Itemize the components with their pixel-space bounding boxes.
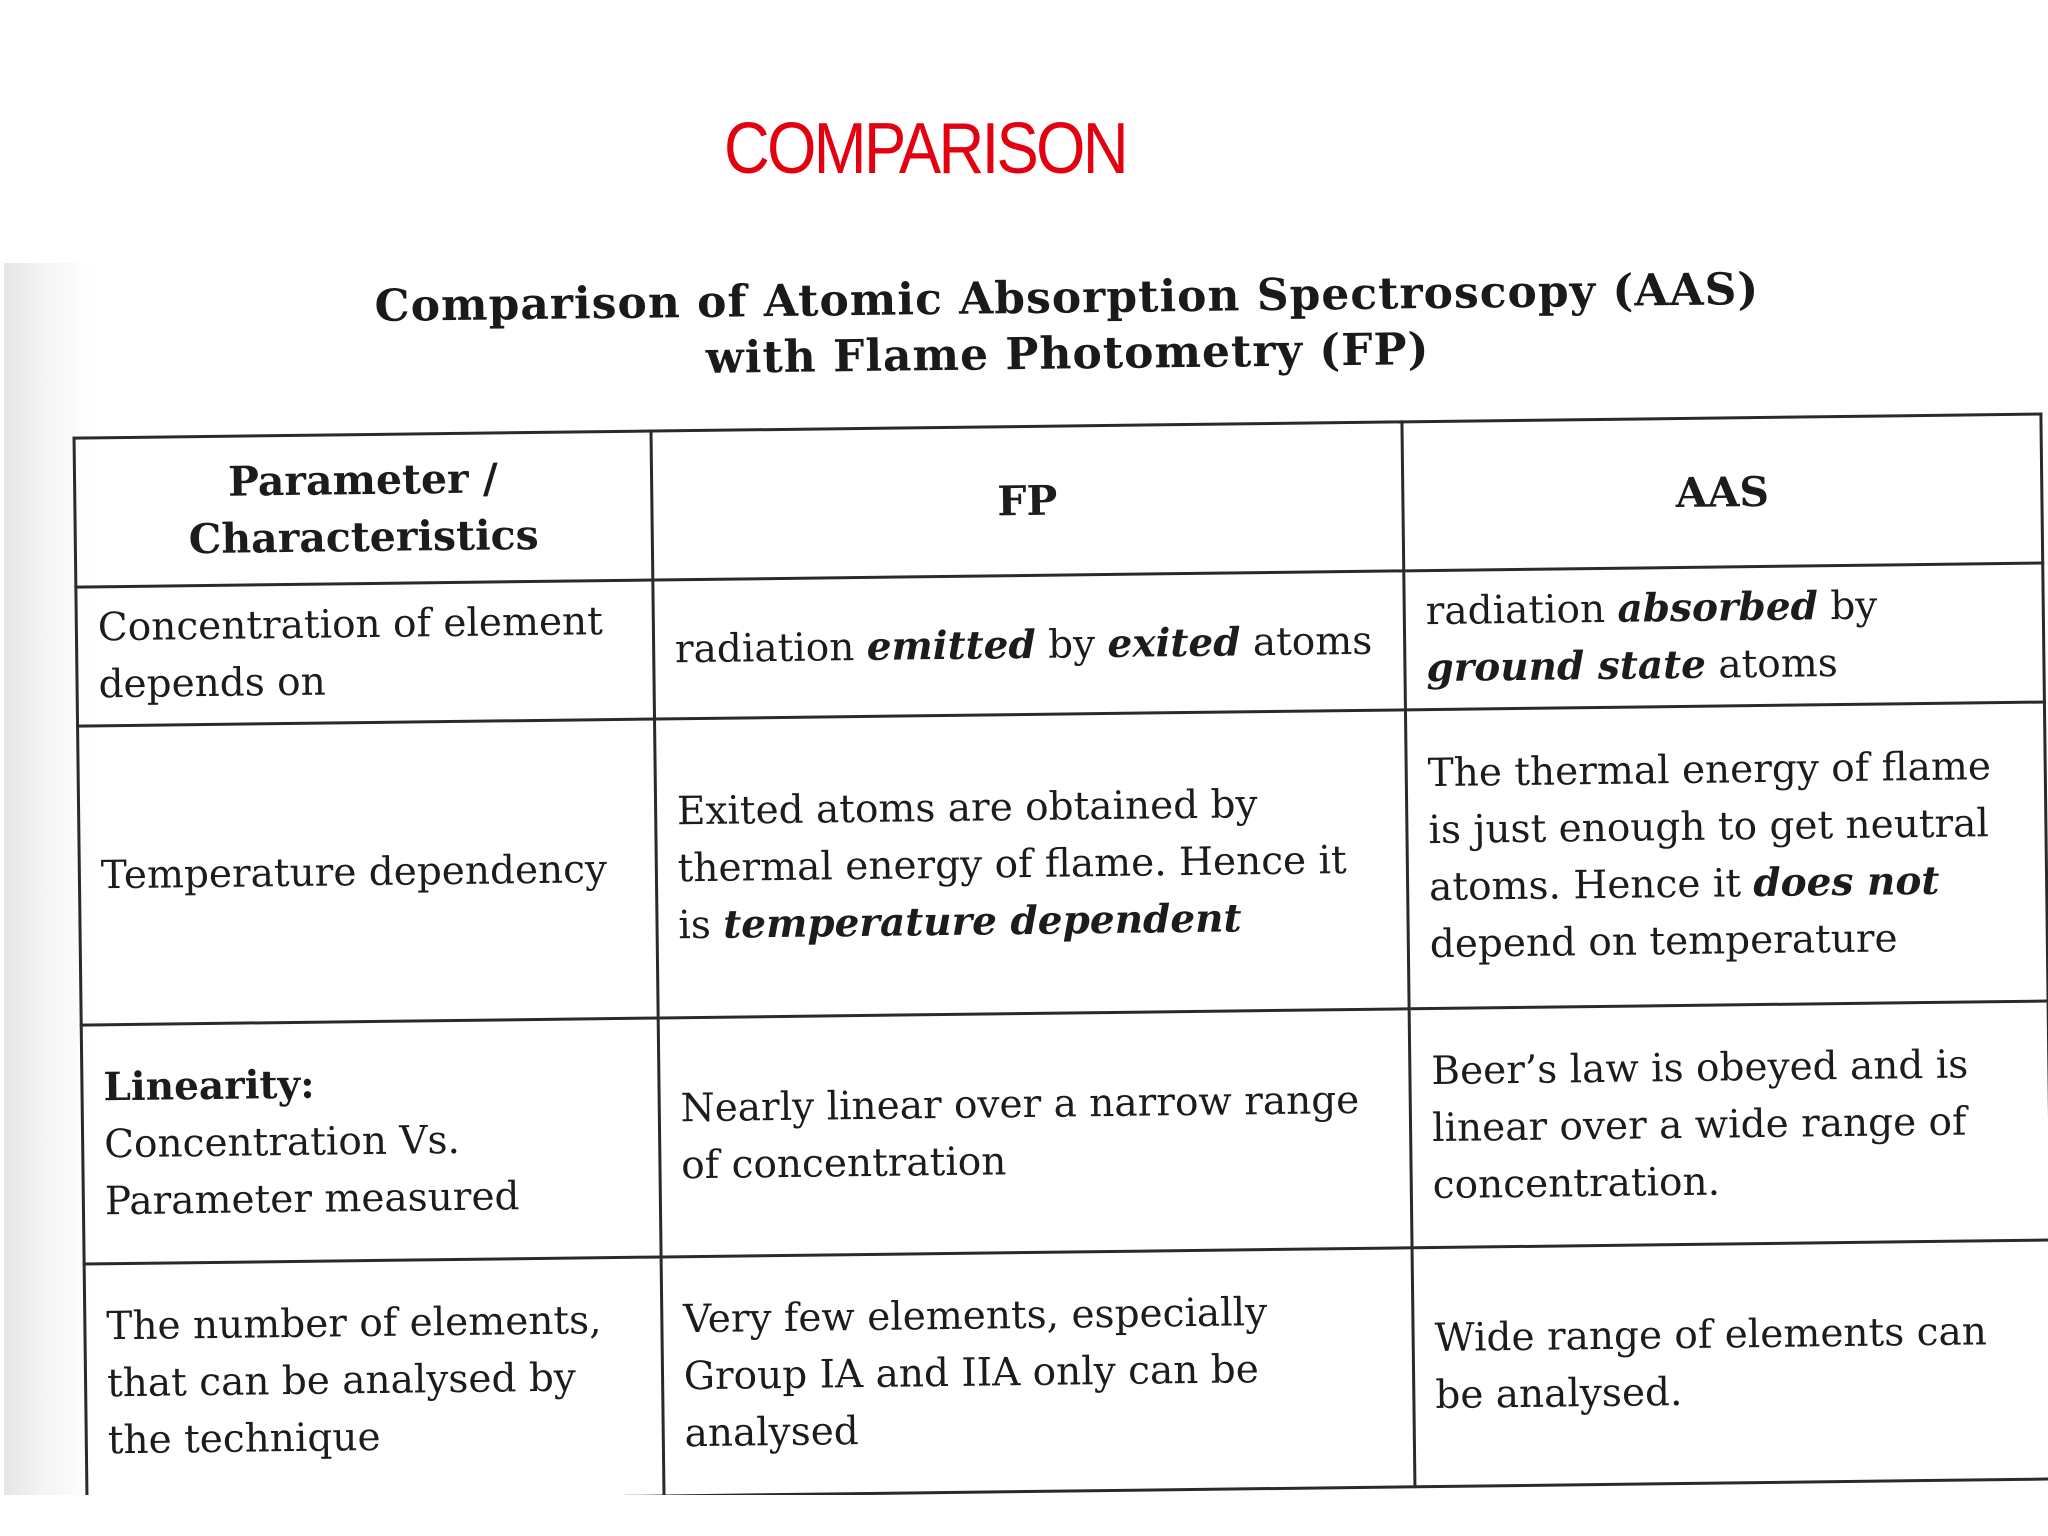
slide-title: COMPARISON <box>724 109 1126 189</box>
cell-text: atoms <box>1705 641 1838 688</box>
table-row <box>78 702 2048 1025</box>
cell-text: atoms <box>1240 618 1373 665</box>
document-heading-line1: Comparison of Atomic Absorption Spectroscopy (AAS) <box>374 264 1760 332</box>
cell-parameter: Temperature dependency <box>78 719 658 1025</box>
cell-parameter <box>81 1018 661 1264</box>
cell-fp: Very few elements, especially Group IA and IIA only can be analysed <box>661 1248 1415 1495</box>
table-header-row <box>74 414 2043 587</box>
cell-text: by <box>1817 583 1878 630</box>
header-aas: AAS <box>1402 414 2043 571</box>
cell-text: radiation <box>1425 586 1618 635</box>
document-heading <box>287 263 1848 392</box>
table-row <box>81 1001 2048 1264</box>
cell-fp <box>654 710 1409 1018</box>
cell-parameter: Concentration of element depends on <box>76 580 654 726</box>
cell-text: Exited atoms are obtained by thermal energy of flame. Hence it is <box>676 781 1347 948</box>
cell-fp: Nearly linear over a narrow range of concentration <box>658 1009 1412 1257</box>
header-parameter: Parameter / Characteristics <box>74 431 653 587</box>
header-fp: FP <box>651 422 1404 580</box>
cell-aas <box>1405 702 2048 1009</box>
table-row <box>84 1240 2048 1495</box>
cell-text: radiation <box>674 624 867 672</box>
table-row <box>76 563 2045 726</box>
cell-aas <box>1404 563 2045 710</box>
comparison-table <box>73 413 2048 1495</box>
cell-aas: Wide range of elements can be analysed. <box>1412 1240 2048 1487</box>
cell-text: depend on temperature <box>1429 916 1898 968</box>
emphasis-text: exited <box>1107 618 1241 667</box>
emphasis-text: emitted <box>866 621 1036 670</box>
emphasis-text: ground state <box>1426 641 1707 692</box>
cell-parameter: The number of elements, that can be analysed by the technique <box>84 1257 664 1495</box>
cell-text: by <box>1035 621 1108 668</box>
emphasis-text: temperature dependent <box>722 894 1242 948</box>
scanned-document <box>4 263 2048 1495</box>
scanned-page <box>4 263 2048 1495</box>
cell-aas: Beer’s law is obeyed and is linear over a wide range of concentration. <box>1409 1001 2048 1248</box>
emphasis-text: absorbed <box>1617 583 1819 632</box>
cell-text: Concentration Vs. Parameter measured <box>103 1117 520 1224</box>
parameter-bold-label: Linearity: <box>103 1061 315 1110</box>
cell-text: The thermal energy of flame is just enough to get neutral atoms. Hence it <box>1427 744 1992 911</box>
document-heading-line2: with Flame Photometry (FP) <box>705 324 1430 384</box>
emphasis-text: does not <box>1753 857 1940 907</box>
cell-fp <box>653 571 1406 719</box>
